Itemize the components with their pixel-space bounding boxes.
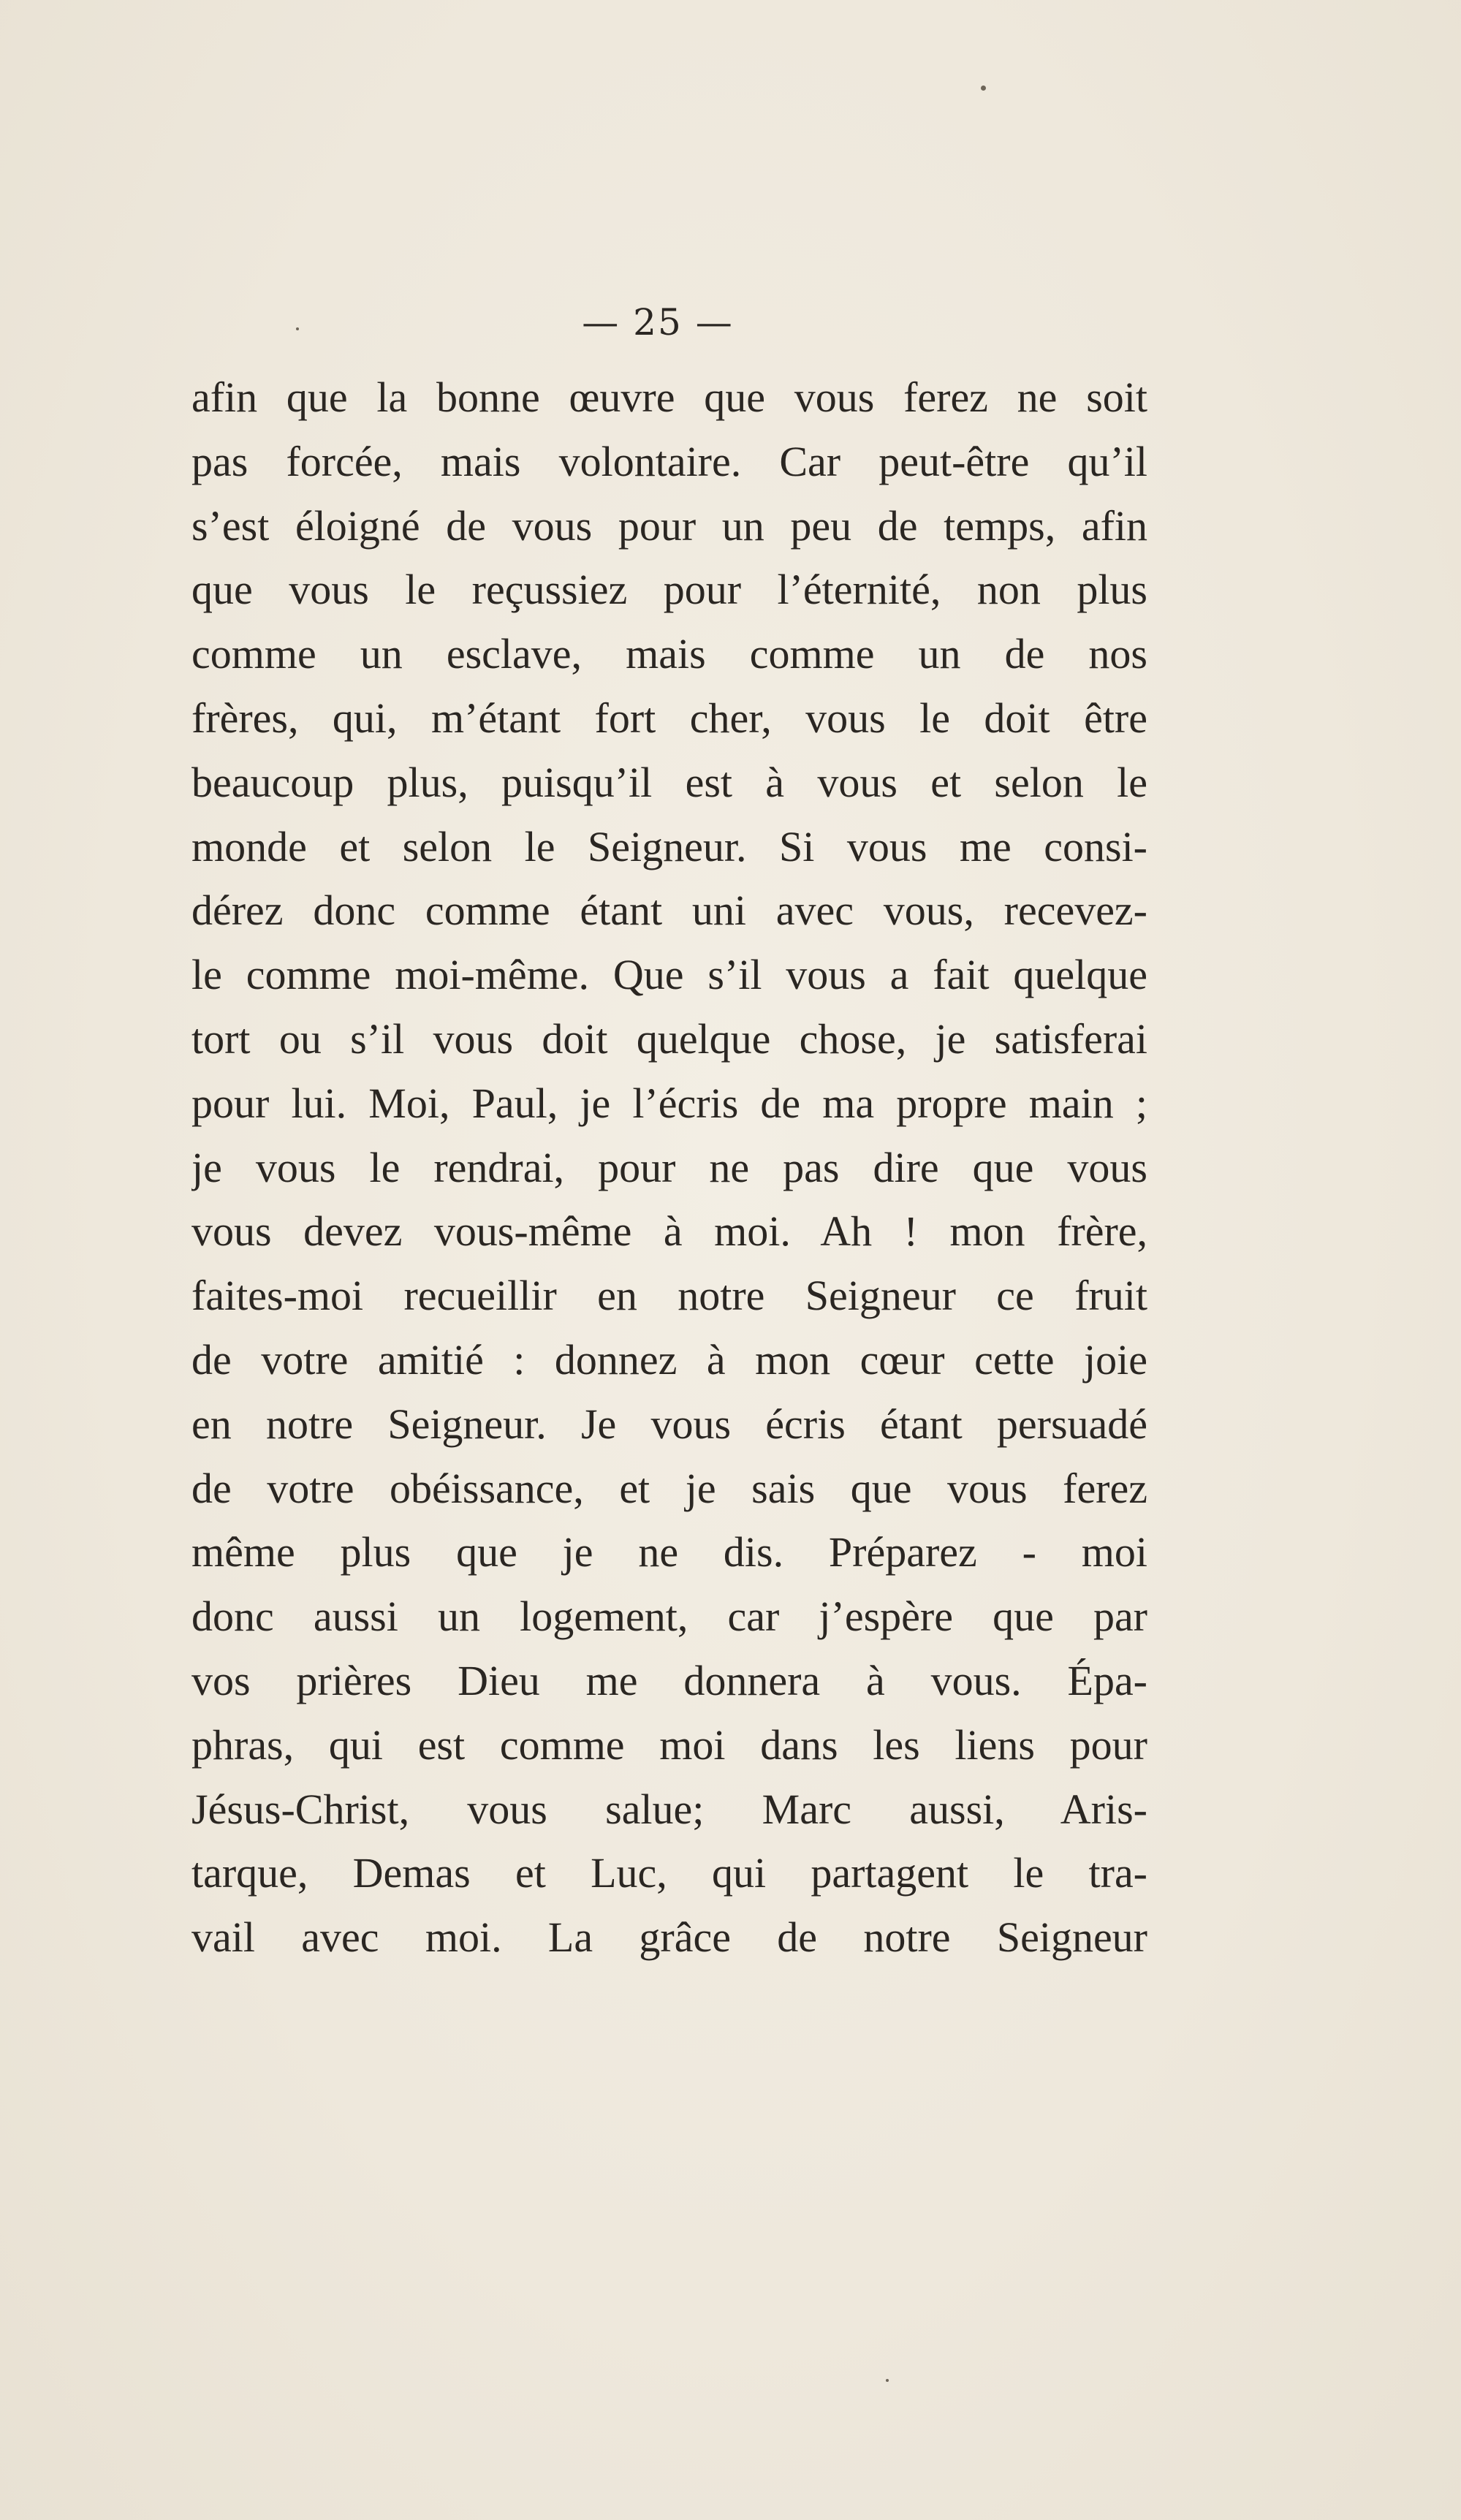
paper-speck — [981, 86, 986, 91]
text-line: pas forcée, mais volontaire. Car peut-être qu’il — [191, 437, 1147, 485]
text-line: pour lui. Moi, Paul, je l’écris de ma propre main ; — [191, 1079, 1147, 1127]
text-line: je vous le rendrai, pour ne pas dire que vous — [191, 1143, 1147, 1191]
text-line: en notre Seigneur. Je vous écris étant persuadé — [191, 1400, 1147, 1448]
text-line: vous devez vous-même à moi. Ah ! mon frère, — [191, 1207, 1147, 1256]
paper-speck — [886, 2379, 889, 2382]
paper-speck — [296, 327, 299, 330]
text-line: vos prières Dieu me donnera à vous. Épa- — [191, 1656, 1147, 1704]
text-line: monde et selon le Seigneur. Si vous me consi- — [191, 822, 1147, 870]
text-line: beaucoup plus, puisqu’il est à vous et selon le — [191, 758, 1147, 806]
page-number: — 25 — — [582, 301, 734, 344]
text-line: tort ou s’il vous doit quelque chose, je satisferai — [191, 1014, 1147, 1063]
text-line: s’est éloigné de vous pour un peu de temps, afin — [191, 501, 1147, 550]
text-line: afin que la bonne œuvre que vous ferez ne soit — [191, 373, 1147, 421]
text-line: tarque, Demas et Luc, qui partagent le tra- — [191, 1849, 1147, 1897]
text-line: phras, qui est comme moi dans les liens pour — [191, 1720, 1147, 1769]
text-line: le comme moi-même. Que s’il vous a fait quelque — [191, 951, 1147, 999]
text-line: de votre amitié : donnez à mon cœur cette joie — [191, 1335, 1147, 1384]
text-line: vail avec moi. La grâce de notre Seigneur — [191, 1913, 1147, 1962]
text-line: dérez donc comme étant uni avec vous, recevez- — [191, 887, 1147, 935]
text-line: donc aussi un logement, car j’espère que par — [191, 1593, 1147, 1641]
text-line: Jésus-Christ, vous salue; Marc aussi, Aris- — [191, 1785, 1147, 1833]
text-line: faites-moi recueillir en notre Seigneur ce fruit — [191, 1272, 1147, 1320]
text-line: même plus que je ne dis. Préparez - moi — [191, 1528, 1147, 1576]
text-line: que vous le reçussiez pour l’éternité, non plus — [191, 566, 1147, 614]
text-line: frères, qui, m’étant fort cher, vous le doit être — [191, 694, 1147, 742]
text-line: comme un esclave, mais comme un de nos — [191, 630, 1147, 678]
body-text — [191, 365, 1147, 1970]
text-line: de votre obéissance, et je sais que vous ferez — [191, 1464, 1147, 1512]
